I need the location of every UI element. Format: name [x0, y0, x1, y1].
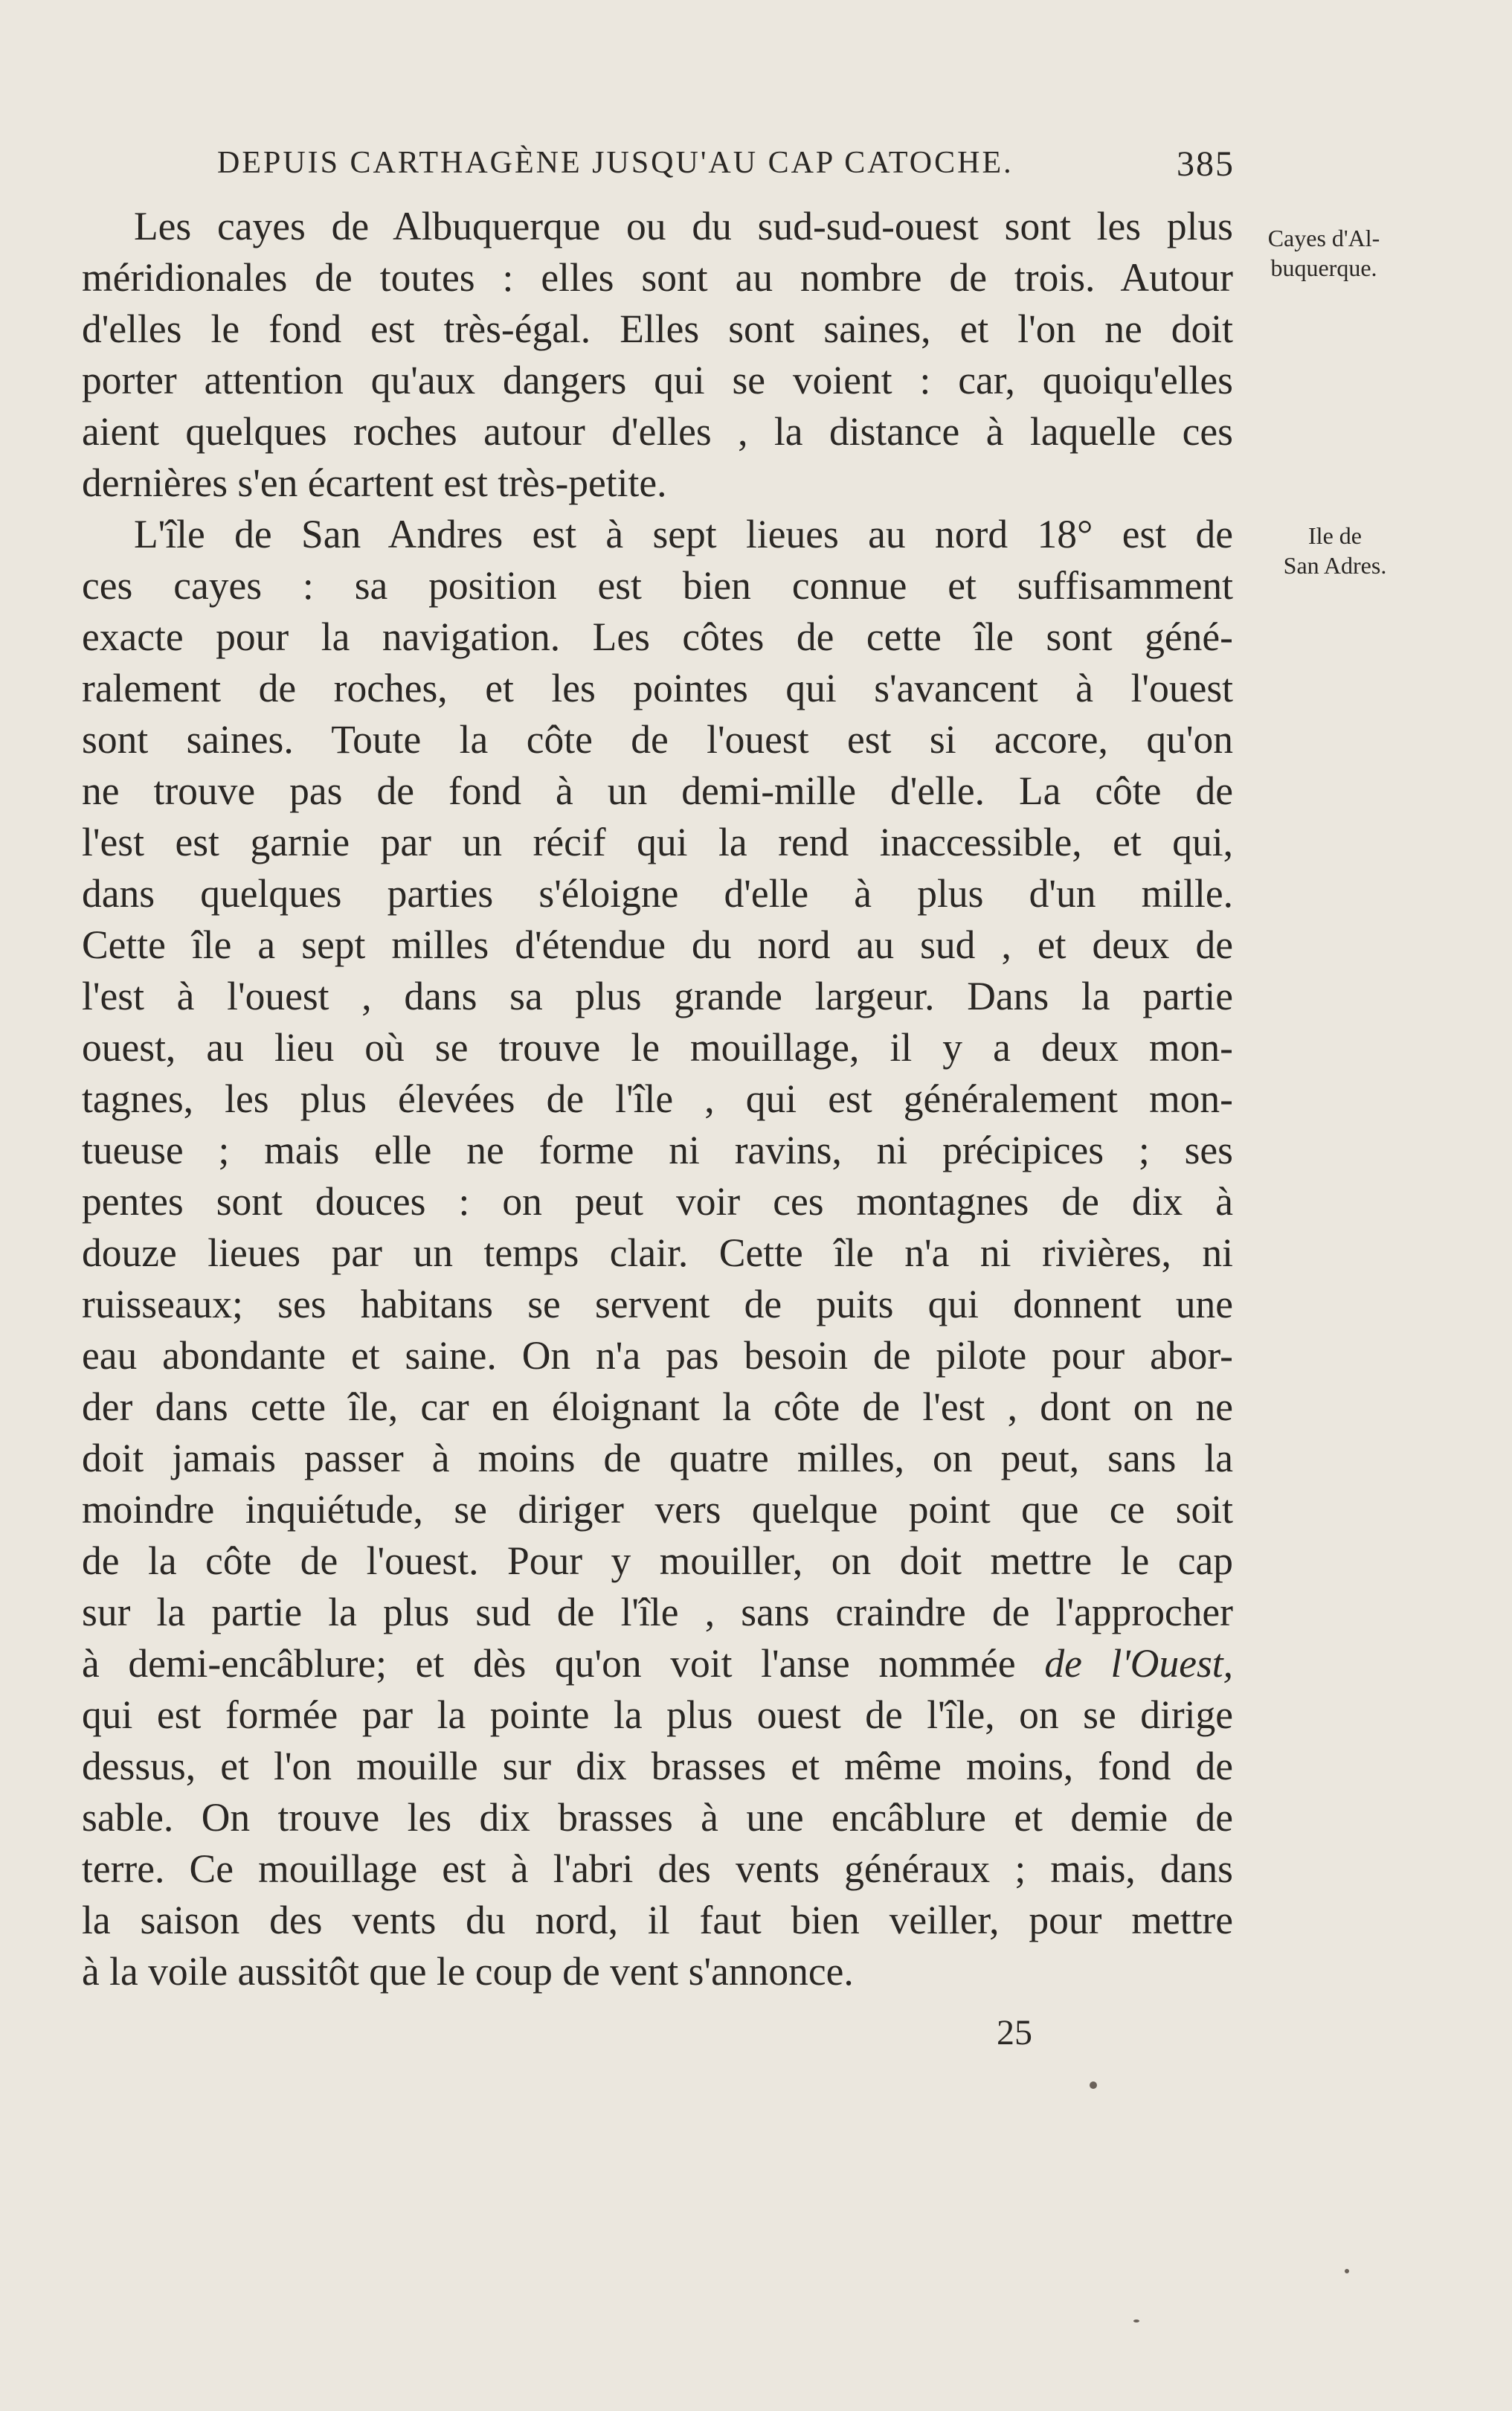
text-line: ne trouve pas de fond à un demi-mille d'elle. La côte de — [82, 768, 1233, 813]
text-line: porter attention qu'aux dangers qui se voient : car, quoiqu'elles — [82, 358, 1233, 402]
text-line: d'elles le fond est très-égal. Elles sont saines, et l'on ne doit — [82, 306, 1233, 351]
italic-place-name: de l'Ouest, — [1044, 1641, 1233, 1686]
text-line: eau abondante et saine. On n'a pas besoin de pilote pour abor- — [82, 1333, 1233, 1378]
body-text — [82, 201, 1233, 1997]
text-line: à la voile aussitôt que le coup de vent s'annonce. — [82, 1949, 854, 1994]
text-line: ces cayes : sa position est bien connue et suffisamment — [82, 563, 1233, 608]
signature-mark: 25 — [997, 2013, 1032, 2052]
text-line: Cette île a sept milles d'étendue du nord au sud , et deux de — [82, 922, 1233, 967]
text-line: tagnes, les plus élevées de l'île , qui est généralement mon- — [82, 1076, 1233, 1121]
paper-speck — [1133, 2319, 1139, 2322]
margin-note-line: Cayes d'Al- — [1267, 225, 1380, 251]
margin-note-san-andres — [1261, 521, 1409, 580]
text-line: l'est est garnie par un récif qui la rend inaccessible, et qui, — [82, 820, 1233, 864]
text-line: ralement de roches, et les pointes qui s'avancent à l'ouest — [82, 666, 1233, 710]
text-line: dernières s'en écartent est très-petite. — [82, 460, 667, 505]
text-line: moindre inquiétude, se diriger vers quelque point que ce soit — [82, 1487, 1233, 1532]
text-line: l'est à l'ouest , dans sa plus grande largeur. Dans la partie — [82, 974, 1233, 1018]
running-header — [149, 145, 1235, 197]
paper-speck — [1090, 2081, 1097, 2089]
text-line: ruisseaux; ses habitans se servent de puits qui donnent une — [82, 1282, 1233, 1326]
text-line: dessus, et l'on mouille sur dix brasses et même moins, fond de — [82, 1744, 1233, 1788]
text-line: méridionales de toutes : elles sont au nombre de trois. Autour — [82, 255, 1233, 300]
text-line: de la côte de l'ouest. Pour y mouiller, on doit mettre le cap — [82, 1538, 1233, 1583]
paper-speck — [1345, 2269, 1349, 2273]
text-line: terre. Ce mouillage est à l'abri des vents généraux ; mais, dans — [82, 1846, 1233, 1891]
text-line: douze lieues par un temps clair. Cette île n'a ni rivières, ni — [82, 1230, 1233, 1275]
text-line: la saison des vents du nord, il faut bien veiller, pour mettre — [82, 1898, 1233, 1942]
page-number: 385 — [1177, 144, 1235, 184]
text-line: qui est formée par la pointe la plus ouest de l'île, on se dirige — [82, 1692, 1233, 1737]
text-line: doit jamais passer à moins de quatre milles, on peut, sans la — [82, 1436, 1233, 1480]
text-line: der dans cette île, car en éloignant la côte de l'est , dont on ne — [82, 1384, 1233, 1429]
running-title: DEPUIS CARTHAGÈNE JUSQU'AU CAP CATOCHE. — [217, 146, 1014, 180]
margin-note-line: Ile de — [1308, 522, 1362, 549]
margin-note-albuquerque — [1249, 223, 1398, 283]
text-line-with-italic — [82, 1638, 1233, 1689]
text-line: L'île de San Andres est à sept lieues au nord 18° est de — [134, 512, 1233, 556]
text-segment: à demi-encâblure; et dès qu'on voit l'anse nommée — [82, 1641, 1016, 1686]
margin-note-line: San Adres. — [1283, 552, 1387, 579]
text-line: exacte pour la navigation. Les côtes de cette île sont géné- — [82, 614, 1233, 659]
margin-note-line: buquerque. — [1270, 254, 1377, 281]
text-line: tueuse ; mais elle ne forme ni ravins, ni précipices ; ses — [82, 1128, 1233, 1172]
text-line: dans quelques parties s'éloigne d'elle à plus d'un mille. — [82, 871, 1233, 916]
text-line: sur la partie la plus sud de l'île , sans craindre de l'approcher — [82, 1590, 1233, 1634]
text-line: sable. On trouve les dix brasses à une encâblure et demie de — [82, 1795, 1233, 1840]
text-line: ouest, au lieu où se trouve le mouillage, il y a deux mon- — [82, 1025, 1233, 1070]
text-line: pentes sont douces : on peut voir ces montagnes de dix à — [82, 1179, 1233, 1224]
text-line: sont saines. Toute la côte de l'ouest est si accore, qu'on — [82, 717, 1233, 762]
text-line: aient quelques roches autour d'elles , la distance à laquelle ces — [82, 409, 1233, 454]
text-line: Les cayes de Albuquerque ou du sud-sud-ouest sont les plus — [134, 204, 1233, 248]
